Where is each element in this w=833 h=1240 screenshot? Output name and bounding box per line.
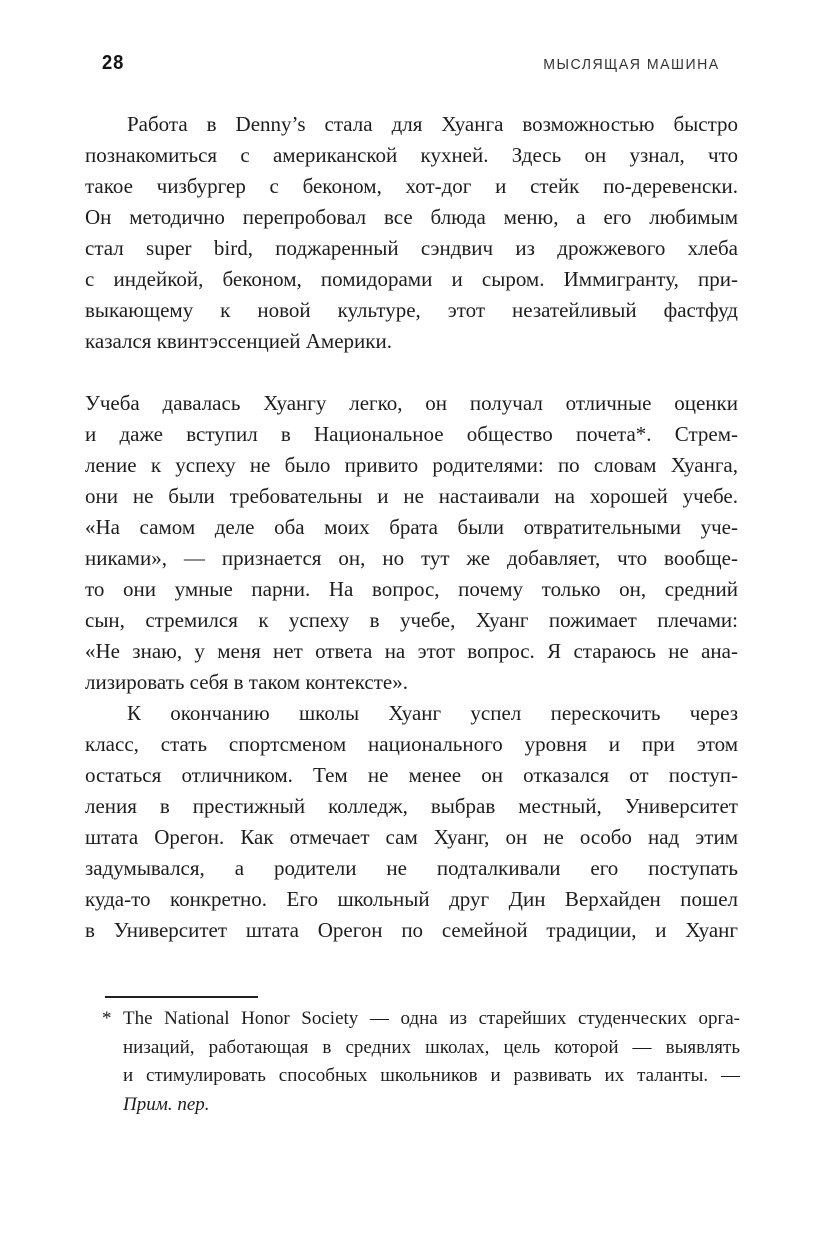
text-line: никами», — признается он, но тут же добавляет, что вообще- xyxy=(85,546,738,570)
paragraph-1 xyxy=(85,109,738,357)
paragraph-2 xyxy=(85,388,738,698)
footnote-line: Прим. пер. xyxy=(123,1093,210,1115)
text-line: в Университет штата Орегон по семейной традиции, и Хуанг xyxy=(85,918,738,942)
page-header xyxy=(102,52,720,75)
footnote xyxy=(85,996,740,1119)
running-title: МЫСЛЯЩАЯ МАШИНА xyxy=(543,56,720,73)
text-line: класс, стать спортсменом национального уровня и при этом xyxy=(85,732,738,756)
text-line: задумывался, а родители не подталкивали его поступать xyxy=(85,856,738,880)
text-line: Он методично перепробовал все блюда меню, а его любимым xyxy=(85,205,738,229)
footnote-line: The National Honor Society — одна из старейших студенческих орга- xyxy=(123,1008,740,1029)
paragraph-3 xyxy=(85,698,738,946)
footnote-rule xyxy=(105,996,258,998)
text-line: они не были требовательны и не настаивали на хорошей учебе. xyxy=(85,484,738,508)
footnote-line: низаций, работающая в средних школах, цель которой — выявлять xyxy=(123,1036,740,1058)
page-number: 28 xyxy=(102,52,125,74)
text-line: К окончанию школы Хуанг успел перескочить через xyxy=(127,701,738,725)
text-line: «Не знаю, у меня нет ответа на этот вопрос. Я стараюсь не ана- xyxy=(85,639,738,663)
text-line: ления в престижный колледж, выбрав местный, Университет xyxy=(85,794,738,818)
text-line: остаться отличником. Тем не менее он отказался от поступ- xyxy=(85,763,738,787)
text-line: Учеба давалась Хуангу легко, он получал отличные оценки xyxy=(85,391,738,415)
text-line: ление к успеху не было привито родителями: по словам Хуанга, xyxy=(85,453,738,477)
text-line: и даже вступил в Национальное общество почета*. Стрем- xyxy=(85,422,738,446)
text-line: то они умные парни. На вопрос, почему только он, средний xyxy=(85,577,738,601)
text-line: штата Орегон. Как отмечает сам Хуанг, он не особо над этим xyxy=(85,825,738,849)
footnote-line: и стимулировать способных школьников и развивать их таланты. — xyxy=(123,1065,740,1086)
footnote-marker: * xyxy=(102,1008,112,1029)
text-line: выкающему к новой культуре, этот незатейливый фастфуд xyxy=(85,298,738,322)
text-line: сын, стремился к успеху в учебе, Хуанг пожимает плечами: xyxy=(85,608,738,632)
text-line: казался квинтэссенцией Америки. xyxy=(85,329,392,353)
text-line: познакомиться с американской кухней. Здесь он узнал, что xyxy=(85,143,738,167)
text-line: куда-то конкретно. Его школьный друг Дин Верхайден пошел xyxy=(85,887,738,911)
text-line: такое чизбургер с беконом, хот-дог и стейк по-деревенски. xyxy=(85,174,738,198)
text-line: стал super bird, поджаренный сэндвич из дрожжевого хлеба xyxy=(85,236,738,260)
text-line: «На самом деле оба моих брата были отвратительными уче- xyxy=(85,515,738,539)
body-text xyxy=(85,109,738,946)
text-line: с индейкой, беконом, помидорами и сыром. Иммигранту, при- xyxy=(85,267,738,291)
text-line: Работа в Denny’s стала для Хуанга возможностью быстро xyxy=(127,112,738,136)
text-line: лизировать себя в таком контексте». xyxy=(85,670,408,694)
footnote-body xyxy=(85,1005,740,1119)
